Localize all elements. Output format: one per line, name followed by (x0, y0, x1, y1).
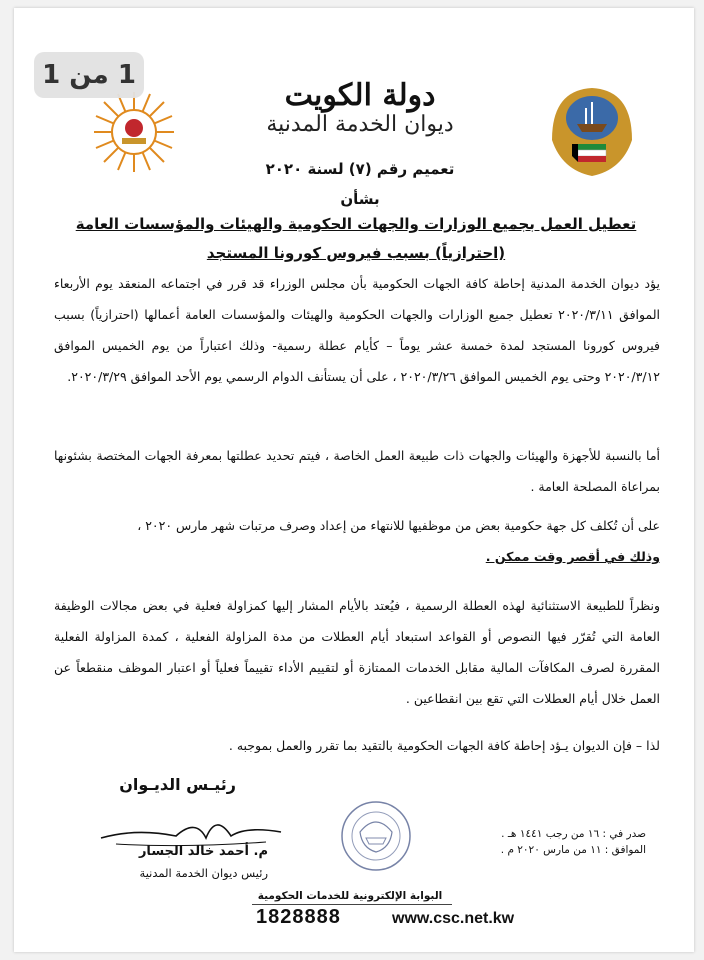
country-heading: دولة الكويت (284, 78, 436, 113)
official-stamp-icon (338, 798, 414, 874)
circular-subject: تعطيل العمل بجميع الوزارات والجهات الحكومية والهيئات والمؤسسات العامة (احترازياً) بسبب فيروس كورونا المستجد (75, 215, 637, 262)
circular-title: تعميم رقم (٧) لسنة ٢٠٢٠ (265, 160, 455, 178)
issued-hijri-date: صدر في : ١٦ من رجب ١٤٤١ هـ . (501, 828, 646, 840)
footer-phone-number: 1828888 (256, 906, 341, 928)
body-paragraph-5: لذا – فإن الديوان يـؤد إحاطة كافة الجهات الحكومية بالتقيد بما تقرر والعمل بموجبه . (228, 738, 660, 753)
body-paragraph-2: أما بالنسبة للأجهزة والهيئات والجهات ذات طبيعة العمل الخاصة ، فيتم تحديد عطلتها بمعرفة الجهات المختصة بشئونها بمراعاة المصلحة العامة . (54, 448, 660, 494)
kuwait-emblem-icon (542, 80, 642, 180)
signatory-role: رئيس ديوان الخدمة المدنية (139, 866, 268, 880)
body-paragraph-3-emphasis: وذلك في أقصر وقت ممكن . (485, 549, 660, 564)
regarding-label: بشأن (340, 190, 380, 208)
body-paragraph-4: ونظراً للطبيعة الاستثنائية لهذه العطلة الرسمية ، فيُعتد بالأيام المشار إليها كمزاولة فعلية في بعض مجالات الوظيفة العامة التي تُقرّر فيها النصوص أو القواعد استبعاد أيام العطلات من مدة المزاولة الفعلية ، كمدة المزاولة الفعلية المقررة لصرف المكافآت المالية مقابل الخدمات الممتازة أو لتقييم الأداء تقييماً فعلياً أو اعتبار الموظف منقطعاً عن العمل خلال أيام العطلات التي تقع بين انقطاعين . (54, 598, 660, 706)
footer-divider (252, 904, 452, 905)
issued-gregorian-date: الموافق : ١١ من مارس ٢٠٢٠ م . (500, 844, 646, 856)
body-paragraph-3-text: على أن تُكلف كل جهة حكومية بعض من موظفيها للانتهاء من إعداد وصرف مرتبات شهر مارس ٢٠٢٠ ، (137, 518, 660, 533)
bureau-heading: ديوان الخدمة المدنية (266, 112, 454, 137)
body-paragraph-1: يؤد ديوان الخدمة المدنية إحاطة كافة الجهات الحكومية بأن مجلس الوزراء قد قرر في اجتماعه المنعقد يوم الأربعاء الموافق ٢٠٢٠/٣/١١ تعطيل جميع الوزارات والجهات الحكومية والهيئات والمؤسسات العامة أعمالها (احترازياً) بسبب فيروس كورونا المستجد لمدة خمسة عشر يوماً – كأيام عطلة رسمية- وذلك اعتباراً من يوم الخميس الموافق ٢٠٢٠/٣/١٢ وحتى يوم الخميس الموافق ٢٠٢٠/٣/٢٦ ، على أن يستأنف الدوام الرسمي يوم الأحد الموافق ٢٠٢٠/٣/٢٩. (54, 276, 660, 384)
footer-website-link[interactable]: www.csc.net.kw (392, 910, 515, 927)
issue-date-block (446, 826, 646, 858)
signatory-name: م. أحمد خالد الجسار (138, 844, 268, 859)
body-paragraph-3 (54, 510, 660, 572)
signatory-title: رئيـس الديـوان (119, 775, 236, 794)
footer-portal-label: البوابة الإلكترونية للخدمات الحكومية (257, 890, 443, 902)
civil-service-sun-logo-icon (92, 90, 176, 174)
page-counter-badge: 1 من 1 (34, 52, 144, 98)
